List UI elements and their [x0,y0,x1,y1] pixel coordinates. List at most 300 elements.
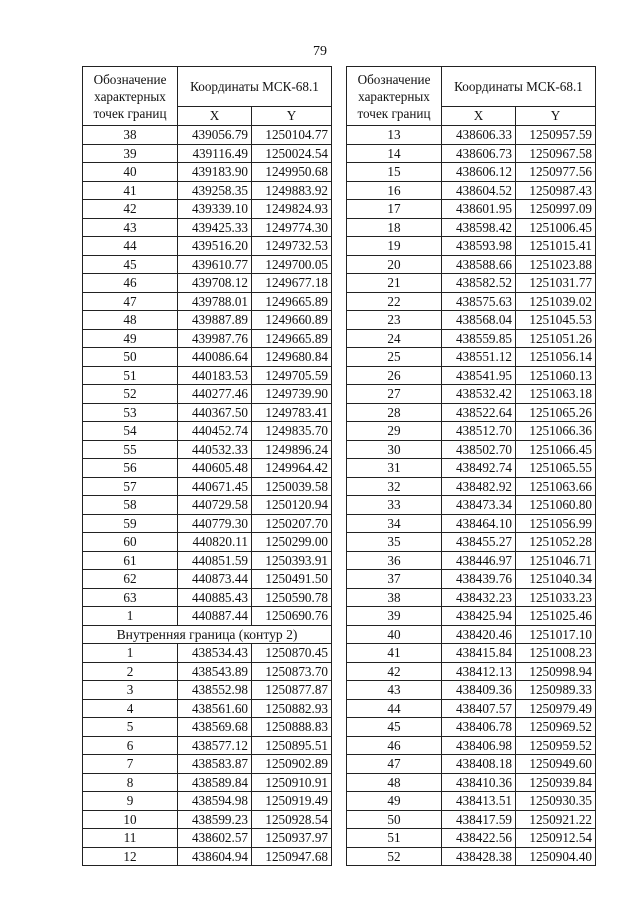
table-row [83,496,332,515]
y-coordinate-cell: 1251065.26 [516,403,596,422]
x-coordinate-cell: 438541.95 [442,366,516,385]
point-number-cell: 33 [347,496,442,515]
y-coordinate-cell: 1251046.71 [516,551,596,570]
point-number-cell: 39 [347,607,442,626]
table-row [347,570,596,589]
x-coordinate-cell: 438455.27 [442,533,516,552]
x-coordinate-cell: 438432.23 [442,588,516,607]
point-number-cell: 55 [83,440,178,459]
y-coordinate-cell: 1249964.42 [252,459,332,478]
table-row [347,644,596,663]
y-coordinate-cell: 1251066.45 [516,440,596,459]
table-row [83,681,332,700]
point-number-cell: 38 [347,588,442,607]
y-coordinate-cell: 1250959.52 [516,736,596,755]
point-number-cell: 40 [83,163,178,182]
x-coordinate-cell: 438446.97 [442,551,516,570]
y-coordinate-cell: 1249783.41 [252,403,332,422]
table-row [83,274,332,293]
point-number-cell: 23 [347,311,442,330]
table-row [83,200,332,219]
x-coordinate-cell: 439610.77 [178,255,252,274]
point-number-cell: 44 [347,699,442,718]
x-coordinate-cell: 438551.12 [442,348,516,367]
table-row [347,533,596,552]
point-number-cell: 44 [83,237,178,256]
y-coordinate-cell: 1251066.36 [516,422,596,441]
x-coordinate-cell: 438577.12 [178,736,252,755]
point-number-cell: 2 [83,662,178,681]
point-number-cell: 12 [83,847,178,866]
table-row [347,718,596,737]
table-row [347,607,596,626]
x-coordinate-cell: 439987.76 [178,329,252,348]
table-row [83,144,332,163]
x-coordinate-cell: 438568.04 [442,311,516,330]
x-coordinate-cell: 438406.98 [442,736,516,755]
y-coordinate-cell: 1250967.58 [516,144,596,163]
y-coordinate-cell: 1249883.92 [252,181,332,200]
point-number-cell: 28 [347,403,442,422]
point-number-cell: 25 [347,348,442,367]
point-number-cell: 13 [347,126,442,145]
y-coordinate-cell: 1250930.35 [516,792,596,811]
x-coordinate-cell: 439056.79 [178,126,252,145]
x-coordinate-cell: 438482.92 [442,477,516,496]
point-number-cell: 39 [83,144,178,163]
point-number-cell: 18 [347,218,442,237]
x-coordinate-cell: 438598.42 [442,218,516,237]
table-row [347,181,596,200]
point-number-cell: 16 [347,181,442,200]
x-coordinate-cell: 440885.43 [178,588,252,607]
table-row [347,366,596,385]
point-number-cell: 47 [83,292,178,311]
table-row [83,366,332,385]
coordinates-table-right [346,66,596,866]
table-row [347,459,596,478]
point-number-cell: 24 [347,329,442,348]
x-coordinate-cell: 440887.44 [178,607,252,626]
table-row [347,625,596,644]
y-coordinate-cell: 1251060.13 [516,366,596,385]
table-row [83,348,332,367]
x-coordinate-cell: 439887.89 [178,311,252,330]
section-row [83,625,332,644]
x-coordinate-cell: 438606.12 [442,163,516,182]
point-number-cell: 35 [347,533,442,552]
point-number-cell: 50 [347,810,442,829]
table-row [83,403,332,422]
point-number-cell: 6 [83,736,178,755]
y-coordinate-cell: 1250120.94 [252,496,332,515]
x-coordinate-cell: 440671.45 [178,477,252,496]
point-number-cell: 53 [83,403,178,422]
x-coordinate-cell: 439788.01 [178,292,252,311]
table-row [347,385,596,404]
table-row [83,422,332,441]
point-number-cell: 61 [83,551,178,570]
point-number-cell: 48 [83,311,178,330]
point-number-cell: 20 [347,255,442,274]
table-row [347,792,596,811]
point-number-cell: 40 [347,625,442,644]
table-row [347,588,596,607]
table-row [347,329,596,348]
x-coordinate-cell: 440086.64 [178,348,252,367]
table-row [83,459,332,478]
table-row [83,792,332,811]
x-coordinate-cell: 438599.23 [178,810,252,829]
table-row [83,126,332,145]
x-coordinate-cell: 438604.52 [442,181,516,200]
x-coordinate-cell: 440851.59 [178,551,252,570]
point-number-cell: 43 [347,681,442,700]
y-coordinate-cell: 1250949.60 [516,755,596,774]
point-number-cell: 43 [83,218,178,237]
y-coordinate-cell: 1249665.89 [252,292,332,311]
point-number-cell: 29 [347,422,442,441]
point-number-cell: 32 [347,477,442,496]
y-coordinate-cell: 1250987.43 [516,181,596,200]
point-number-cell: 41 [83,181,178,200]
table-row [83,551,332,570]
y-coordinate-cell: 1250921.22 [516,810,596,829]
coordinates-table-left [82,66,332,866]
point-number-cell: 10 [83,810,178,829]
header-y-label: Y [516,106,596,125]
y-coordinate-cell: 1250895.51 [252,736,332,755]
table-row [347,237,596,256]
point-number-cell: 30 [347,440,442,459]
table-row [83,292,332,311]
x-coordinate-cell: 440820.11 [178,533,252,552]
table-row [347,662,596,681]
table-body [347,126,596,866]
point-number-cell: 26 [347,366,442,385]
x-coordinate-cell: 438606.33 [442,126,516,145]
y-coordinate-cell: 1250969.52 [516,718,596,737]
x-coordinate-cell: 438410.36 [442,773,516,792]
table-row [347,200,596,219]
y-coordinate-cell: 1249824.93 [252,200,332,219]
table-row [83,440,332,459]
x-coordinate-cell: 438473.34 [442,496,516,515]
y-coordinate-cell: 1249680.84 [252,348,332,367]
y-coordinate-cell: 1250039.58 [252,477,332,496]
point-number-cell: 46 [347,736,442,755]
y-coordinate-cell: 1249660.89 [252,311,332,330]
header-coords-label: Координаты МСК-68.1 [442,67,596,107]
point-number-cell: 21 [347,274,442,293]
y-coordinate-cell: 1251040.34 [516,570,596,589]
x-coordinate-cell: 438582.52 [442,274,516,293]
table-row [347,773,596,792]
y-coordinate-cell: 1250977.56 [516,163,596,182]
y-coordinate-cell: 1250024.54 [252,144,332,163]
table-row [83,810,332,829]
x-coordinate-cell: 438602.57 [178,829,252,848]
point-number-cell: 54 [83,422,178,441]
x-coordinate-cell: 438428.38 [442,847,516,866]
table-row [83,533,332,552]
point-number-cell: 5 [83,718,178,737]
x-coordinate-cell: 438417.59 [442,810,516,829]
point-number-cell: 41 [347,644,442,663]
y-coordinate-cell: 1250888.83 [252,718,332,737]
x-coordinate-cell: 440779.30 [178,514,252,533]
point-number-cell: 17 [347,200,442,219]
point-number-cell: 49 [83,329,178,348]
y-coordinate-cell: 1249835.70 [252,422,332,441]
x-coordinate-cell: 439339.10 [178,200,252,219]
point-number-cell: 38 [83,126,178,145]
y-coordinate-cell: 1250690.76 [252,607,332,626]
y-coordinate-cell: 1251033.23 [516,588,596,607]
y-coordinate-cell: 1251052.28 [516,533,596,552]
y-coordinate-cell: 1249732.53 [252,237,332,256]
y-coordinate-cell: 1250590.78 [252,588,332,607]
x-coordinate-cell: 438422.56 [442,829,516,848]
x-coordinate-cell: 438534.43 [178,644,252,663]
y-coordinate-cell: 1251045.53 [516,311,596,330]
section-label: Внутренняя граница (контур 2) [83,625,332,644]
table-row [83,477,332,496]
point-number-cell: 4 [83,699,178,718]
point-number-cell: 60 [83,533,178,552]
x-coordinate-cell: 438559.85 [442,329,516,348]
x-coordinate-cell: 439116.49 [178,144,252,163]
x-coordinate-cell: 438532.42 [442,385,516,404]
y-coordinate-cell: 1251056.99 [516,514,596,533]
x-coordinate-cell: 438593.98 [442,237,516,256]
y-coordinate-cell: 1250870.45 [252,644,332,663]
table-row [347,292,596,311]
table-row [347,829,596,848]
point-number-cell: 15 [347,163,442,182]
table-row [83,736,332,755]
y-coordinate-cell: 1251025.46 [516,607,596,626]
point-number-cell: 1 [83,607,178,626]
point-number-cell: 3 [83,681,178,700]
y-coordinate-cell: 1250937.97 [252,829,332,848]
x-coordinate-cell: 438561.60 [178,699,252,718]
y-coordinate-cell: 1251015.41 [516,237,596,256]
table-row [347,755,596,774]
point-number-cell: 48 [347,773,442,792]
table-row [83,255,332,274]
table-row [347,440,596,459]
table-row [83,607,332,626]
x-coordinate-cell: 438420.46 [442,625,516,644]
y-coordinate-cell: 1250877.87 [252,681,332,700]
point-number-cell: 7 [83,755,178,774]
x-coordinate-cell: 438464.10 [442,514,516,533]
y-coordinate-cell: 1250939.84 [516,773,596,792]
point-number-cell: 27 [347,385,442,404]
table-row [347,810,596,829]
x-coordinate-cell: 438569.68 [178,718,252,737]
table-row [347,551,596,570]
x-coordinate-cell: 440873.44 [178,570,252,589]
header-coords-label: Координаты МСК-68.1 [178,67,332,107]
y-coordinate-cell: 1250957.59 [516,126,596,145]
point-number-cell: 51 [347,829,442,848]
table-row [83,163,332,182]
x-coordinate-cell: 438575.63 [442,292,516,311]
page-number: 79 [313,44,327,59]
table-row [83,718,332,737]
table-row [83,847,332,866]
point-number-cell: 45 [347,718,442,737]
table-row [347,496,596,515]
table-row [347,736,596,755]
x-coordinate-cell: 440277.46 [178,385,252,404]
point-number-cell: 42 [347,662,442,681]
point-number-cell: 57 [83,477,178,496]
x-coordinate-cell: 440532.33 [178,440,252,459]
y-coordinate-cell: 1250912.54 [516,829,596,848]
x-coordinate-cell: 439425.33 [178,218,252,237]
y-coordinate-cell: 1250393.91 [252,551,332,570]
table-row [347,847,596,866]
table-row [347,477,596,496]
point-number-cell: 36 [347,551,442,570]
point-number-cell: 50 [83,348,178,367]
point-number-cell: 14 [347,144,442,163]
header-point-label: Обозначение характерных точек границ [347,67,442,126]
y-coordinate-cell: 1249739.90 [252,385,332,404]
x-coordinate-cell: 438439.76 [442,570,516,589]
table-row [347,144,596,163]
y-coordinate-cell: 1250947.68 [252,847,332,866]
table-row [83,218,332,237]
point-number-cell: 52 [83,385,178,404]
x-coordinate-cell: 439708.12 [178,274,252,293]
y-coordinate-cell: 1250873.70 [252,662,332,681]
y-coordinate-cell: 1251017.10 [516,625,596,644]
y-coordinate-cell: 1249700.05 [252,255,332,274]
x-coordinate-cell: 438415.84 [442,644,516,663]
header-x-label: X [178,106,252,125]
y-coordinate-cell: 1251056.14 [516,348,596,367]
table-row [83,237,332,256]
x-coordinate-cell: 438502.70 [442,440,516,459]
table-row [347,422,596,441]
point-number-cell: 1 [83,644,178,663]
x-coordinate-cell: 438543.89 [178,662,252,681]
point-number-cell: 45 [83,255,178,274]
y-coordinate-cell: 1249705.59 [252,366,332,385]
table-row [83,829,332,848]
x-coordinate-cell: 440367.50 [178,403,252,422]
y-coordinate-cell: 1251051.26 [516,329,596,348]
point-number-cell: 51 [83,366,178,385]
x-coordinate-cell: 438606.73 [442,144,516,163]
x-coordinate-cell: 440729.58 [178,496,252,515]
point-number-cell: 31 [347,459,442,478]
table-row [83,181,332,200]
table-row [83,662,332,681]
y-coordinate-cell: 1250979.49 [516,699,596,718]
y-coordinate-cell: 1250997.09 [516,200,596,219]
table-row [347,311,596,330]
x-coordinate-cell: 438601.95 [442,200,516,219]
table-row [347,218,596,237]
table-row [83,755,332,774]
table-row [347,681,596,700]
y-coordinate-cell: 1250902.89 [252,755,332,774]
table-row [83,644,332,663]
y-coordinate-cell: 1250299.00 [252,533,332,552]
point-number-cell: 11 [83,829,178,848]
y-coordinate-cell: 1251065.55 [516,459,596,478]
x-coordinate-cell: 438512.70 [442,422,516,441]
point-number-cell: 56 [83,459,178,478]
x-coordinate-cell: 438589.84 [178,773,252,792]
point-number-cell: 59 [83,514,178,533]
x-coordinate-cell: 438552.98 [178,681,252,700]
x-coordinate-cell: 438407.57 [442,699,516,718]
x-coordinate-cell: 438413.51 [442,792,516,811]
x-coordinate-cell: 438604.94 [178,847,252,866]
point-number-cell: 19 [347,237,442,256]
x-coordinate-cell: 440183.53 [178,366,252,385]
y-coordinate-cell: 1249950.68 [252,163,332,182]
y-coordinate-cell: 1250491.50 [252,570,332,589]
y-coordinate-cell: 1251006.45 [516,218,596,237]
x-coordinate-cell: 438583.87 [178,755,252,774]
y-coordinate-cell: 1251039.02 [516,292,596,311]
x-coordinate-cell: 438492.74 [442,459,516,478]
table-row [83,699,332,718]
y-coordinate-cell: 1249677.18 [252,274,332,293]
y-coordinate-cell: 1250928.54 [252,810,332,829]
header-point-label: Обозначение характерных точек границ [83,67,178,126]
point-number-cell: 63 [83,588,178,607]
table-row [347,163,596,182]
point-number-cell: 62 [83,570,178,589]
table-row [83,311,332,330]
y-coordinate-cell: 1249896.24 [252,440,332,459]
y-coordinate-cell: 1250998.94 [516,662,596,681]
y-coordinate-cell: 1251063.66 [516,477,596,496]
y-coordinate-cell: 1250904.40 [516,847,596,866]
y-coordinate-cell: 1251063.18 [516,385,596,404]
x-coordinate-cell: 439516.20 [178,237,252,256]
x-coordinate-cell: 439258.35 [178,181,252,200]
point-number-cell: 46 [83,274,178,293]
point-number-cell: 22 [347,292,442,311]
y-coordinate-cell: 1250882.93 [252,699,332,718]
table-row [347,255,596,274]
y-coordinate-cell: 1249774.30 [252,218,332,237]
table-row [83,329,332,348]
point-number-cell: 58 [83,496,178,515]
header-x-label: X [442,106,516,125]
y-coordinate-cell: 1251031.77 [516,274,596,293]
table-row [83,773,332,792]
y-coordinate-cell: 1250989.33 [516,681,596,700]
y-coordinate-cell: 1250910.91 [252,773,332,792]
y-coordinate-cell: 1251023.88 [516,255,596,274]
point-number-cell: 52 [347,847,442,866]
table-row [83,570,332,589]
y-coordinate-cell: 1251060.80 [516,496,596,515]
x-coordinate-cell: 438522.64 [442,403,516,422]
table-row [347,514,596,533]
x-coordinate-cell: 438412.13 [442,662,516,681]
